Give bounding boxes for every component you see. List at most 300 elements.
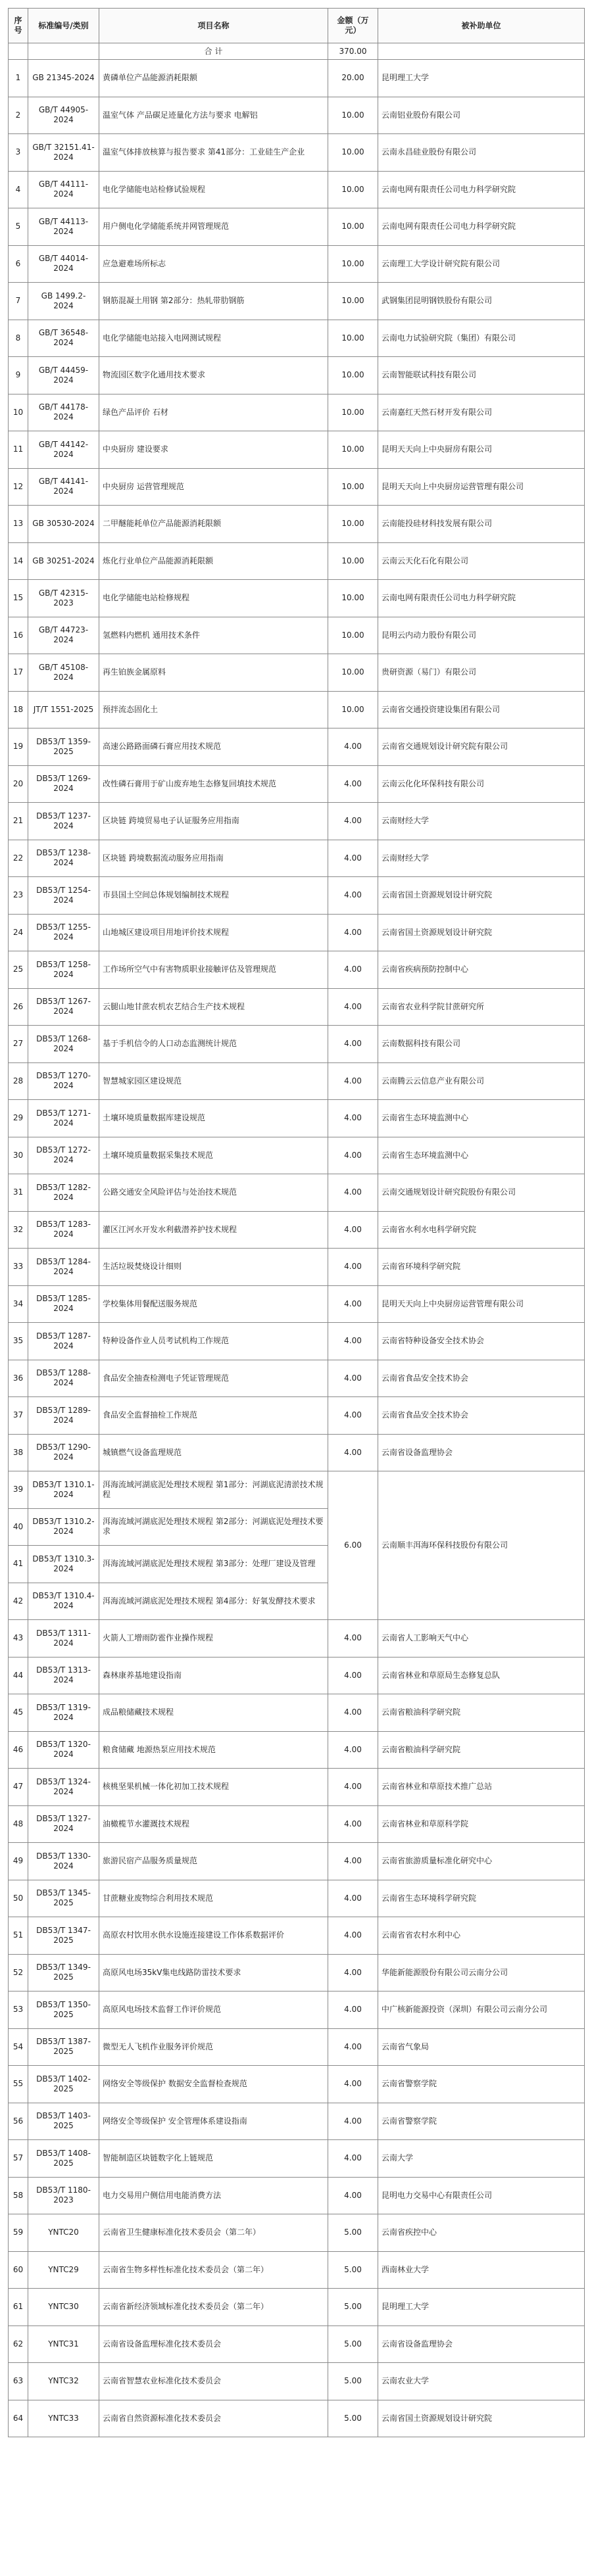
row-code: GB/T 44014-2024 xyxy=(28,245,99,283)
row-amount: 10.00 xyxy=(328,320,378,357)
row-no: 8 xyxy=(9,320,28,357)
row-no: 15 xyxy=(9,580,28,617)
row-amount: 5.00 xyxy=(328,2251,378,2289)
row-unit: 云南省环境科学研究院 xyxy=(378,1249,585,1286)
row-no: 51 xyxy=(9,1917,28,1955)
row-name: 洱海流域河湖底泥处理技术规程 第3部分：处理厂建设及管理 xyxy=(99,1546,328,1583)
row-name: 粮食储藏 地源热泵应用技术规范 xyxy=(99,1731,328,1769)
row-unit: 云南省粮油科学研究院 xyxy=(378,1731,585,1769)
row-amount: 4.00 xyxy=(328,877,378,915)
row-unit: 昆明电力交易中心有限责任公司 xyxy=(378,2177,585,2214)
row-unit: 云南省生态环境监测中心 xyxy=(378,1100,585,1137)
row-name: 网络安全等级保护 安全管理体系建设指南 xyxy=(99,2103,328,2140)
table-row xyxy=(9,2140,585,2178)
row-no: 5 xyxy=(9,208,28,246)
row-amount: 4.00 xyxy=(328,988,378,1026)
table-row xyxy=(9,1954,585,1992)
table-row xyxy=(9,1843,585,1880)
row-unit: 武钢集团昆明钢铁股份有限公司 xyxy=(378,283,585,320)
row-code: GB/T 32151.41-2024 xyxy=(28,134,99,172)
row-no: 16 xyxy=(9,617,28,654)
row-code: GB/T 44178-2024 xyxy=(28,394,99,431)
row-code: GB 1499.2-2024 xyxy=(28,283,99,320)
table-row xyxy=(9,283,585,320)
row-name: 食品安全监督抽检工作规范 xyxy=(99,1397,328,1435)
row-no: 11 xyxy=(9,431,28,469)
row-amount: 10.00 xyxy=(328,283,378,320)
row-amount: 10.00 xyxy=(328,357,378,394)
row-name: 物流园区数字化通用技术要求 xyxy=(99,357,328,394)
row-name: 土壤环境质量数据库建设规范 xyxy=(99,1100,328,1137)
row-no: 48 xyxy=(9,1805,28,1843)
row-code: DB53/T 1289-2024 xyxy=(28,1397,99,1435)
row-code: DB53/T 1268-2024 xyxy=(28,1026,99,1063)
row-name: 食品安全抽查检测电子凭证管理规范 xyxy=(99,1360,328,1397)
row-amount: 10.00 xyxy=(328,97,378,134)
row-unit: 云南财经大学 xyxy=(378,803,585,840)
row-code: DB53/T 1350-2025 xyxy=(28,1992,99,2029)
row-unit: 云南云化化环保科技有限公司 xyxy=(378,765,585,803)
table-row xyxy=(9,1657,585,1694)
table-row xyxy=(9,542,585,580)
row-unit: 云南省特种设备安全技术协会 xyxy=(378,1323,585,1360)
total-label: 合 计 xyxy=(99,43,328,60)
row-no: 30 xyxy=(9,1137,28,1174)
row-no: 22 xyxy=(9,840,28,877)
total-blank-3 xyxy=(378,43,585,60)
row-code: DB53/T 1269-2024 xyxy=(28,765,99,803)
row-no: 32 xyxy=(9,1211,28,1249)
row-code: GB 30251-2024 xyxy=(28,542,99,580)
row-unit: 云南电力试验研究院（集团）有限公司 xyxy=(378,320,585,357)
table-row xyxy=(9,1694,585,1732)
row-unit: 云南交通规划设计研究院股份有限公司 xyxy=(378,1174,585,1212)
row-no: 14 xyxy=(9,542,28,580)
row-code: DB53/T 1284-2024 xyxy=(28,1249,99,1286)
row-code: DB53/T 1258-2024 xyxy=(28,951,99,989)
row-code: GB/T 44459-2024 xyxy=(28,357,99,394)
row-code: DB53/T 1180-2023 xyxy=(28,2177,99,2214)
row-unit: 云南铝业股份有限公司 xyxy=(378,97,585,134)
row-code: GB/T 44141-2024 xyxy=(28,468,99,506)
row-name: 电化学储能电站接入电网测试规程 xyxy=(99,320,328,357)
row-name: 高速公路路面磷石膏应用技术规范 xyxy=(99,728,328,766)
row-no: 9 xyxy=(9,357,28,394)
row-code: DB53/T 1310.1-2024 xyxy=(28,1471,99,1509)
header-name: 项目名称 xyxy=(99,9,328,43)
row-amount: 5.00 xyxy=(328,2400,378,2437)
row-no: 60 xyxy=(9,2251,28,2289)
table-row xyxy=(9,60,585,97)
row-amount: 4.00 xyxy=(328,2103,378,2140)
row-unit: 昆明理工大学 xyxy=(378,60,585,97)
row-name: 二甲醚能耗单位产品能源消耗限额 xyxy=(99,506,328,543)
row-no: 42 xyxy=(9,1583,28,1620)
table-row xyxy=(9,914,585,951)
row-code: GB/T 44723-2024 xyxy=(28,617,99,654)
row-unit: 中广核新能源投资（深圳）有限公司云南分公司 xyxy=(378,1992,585,2029)
row-unit: 昆明天天向上中央厨房运营管理有限公司 xyxy=(378,1285,585,1323)
row-no: 21 xyxy=(9,803,28,840)
row-unit: 云南省旅游质量标准化研究中心 xyxy=(378,1843,585,1880)
row-no: 62 xyxy=(9,2326,28,2363)
total-row xyxy=(9,43,585,60)
row-name: 洱海流域河湖底泥处理技术规程 第1部分：河湖底泥清淤技术规程 xyxy=(99,1471,328,1509)
table-row xyxy=(9,2251,585,2289)
row-code: DB53/T 1311-2024 xyxy=(28,1620,99,1658)
row-no: 13 xyxy=(9,506,28,543)
row-code: DB53/T 1347-2025 xyxy=(28,1917,99,1955)
row-no: 46 xyxy=(9,1731,28,1769)
row-no: 18 xyxy=(9,691,28,728)
row-code: YNTC32 xyxy=(28,2363,99,2400)
row-code: DB53/T 1320-2024 xyxy=(28,1731,99,1769)
header-amount: 金额（万元） xyxy=(328,9,378,43)
row-amount: 10.00 xyxy=(328,394,378,431)
row-unit: 云南云天化石化有限公司 xyxy=(378,542,585,580)
row-no: 36 xyxy=(9,1360,28,1397)
table-row xyxy=(9,2326,585,2363)
row-unit: 云南省交通规划设计研究院有限公司 xyxy=(378,728,585,766)
table-row xyxy=(9,2177,585,2214)
row-no: 33 xyxy=(9,1249,28,1286)
row-amount: 4.00 xyxy=(328,728,378,766)
row-name: 旅游民宿产品服务质量规范 xyxy=(99,1843,328,1880)
table-row xyxy=(9,2028,585,2066)
row-unit: 云南省粮油科学研究院 xyxy=(378,1694,585,1732)
table-row xyxy=(9,320,585,357)
row-name: 学校集体用餐配送服务规范 xyxy=(99,1285,328,1323)
row-no: 57 xyxy=(9,2140,28,2178)
table-row xyxy=(9,691,585,728)
row-code: DB53/T 1359-2025 xyxy=(28,728,99,766)
table-row xyxy=(9,1805,585,1843)
table-row xyxy=(9,208,585,246)
row-unit: 西南林业大学 xyxy=(378,2251,585,2289)
row-amount: 4.00 xyxy=(328,840,378,877)
row-amount: 4.00 xyxy=(328,765,378,803)
row-amount: 10.00 xyxy=(328,654,378,692)
table-row xyxy=(9,1285,585,1323)
row-name: 云南省卫生健康标准化技术委员会（第二年） xyxy=(99,2214,328,2252)
table-row xyxy=(9,1917,585,1955)
row-unit: 云南永昌硅业股份有限公司 xyxy=(378,134,585,172)
row-no: 24 xyxy=(9,914,28,951)
row-amount: 4.00 xyxy=(328,1323,378,1360)
table-row xyxy=(9,1434,585,1471)
row-unit: 云南省人工影响天气中心 xyxy=(378,1620,585,1658)
row-name: 甘蔗糖业废物综合利用技术规范 xyxy=(99,1880,328,1917)
row-no: 38 xyxy=(9,1434,28,1471)
row-unit: 云南财经大学 xyxy=(378,840,585,877)
row-amount: 4.00 xyxy=(328,803,378,840)
row-no: 52 xyxy=(9,1954,28,1992)
row-amount: 5.00 xyxy=(328,2289,378,2326)
table-row xyxy=(9,245,585,283)
row-unit: 云南大学 xyxy=(378,2140,585,2178)
table-row xyxy=(9,1880,585,1917)
row-no: 49 xyxy=(9,1843,28,1880)
row-name: 云腿山地甘蔗农机农艺结合生产技术规程 xyxy=(99,988,328,1026)
row-no: 25 xyxy=(9,951,28,989)
row-name: 洱海流域河湖底泥处理技术规程 第2部分：河湖底泥处理技术要求 xyxy=(99,1508,328,1546)
row-no: 23 xyxy=(9,877,28,915)
row-code: GB/T 36548-2024 xyxy=(28,320,99,357)
row-amount: 10.00 xyxy=(328,171,378,208)
row-unit: 云南省国土资源规划设计研究院 xyxy=(378,877,585,915)
row-unit: 云南省警察学院 xyxy=(378,2103,585,2140)
table-row xyxy=(9,2103,585,2140)
table-row xyxy=(9,431,585,469)
row-unit: 云南省生态环境监测中心 xyxy=(378,1137,585,1174)
row-name: 灌区江河水开发水利截潜养护技术规程 xyxy=(99,1211,328,1249)
table-row xyxy=(9,1731,585,1769)
row-unit: 云南省林业和草原科学院 xyxy=(378,1805,585,1843)
row-no: 40 xyxy=(9,1508,28,1546)
row-name: 高原风电场技术监督工作评价规范 xyxy=(99,1992,328,2029)
row-unit: 昆明云内动力股份有限公司 xyxy=(378,617,585,654)
row-code: DB53/T 1272-2024 xyxy=(28,1137,99,1174)
row-no: 6 xyxy=(9,245,28,283)
row-code: DB53/T 1402-2025 xyxy=(28,2066,99,2103)
table-row xyxy=(9,951,585,989)
row-amount: 4.00 xyxy=(328,1805,378,1843)
row-amount: 4.00 xyxy=(328,1992,378,2029)
row-amount: 4.00 xyxy=(328,1731,378,1769)
row-name: 洱海流域河湖底泥处理技术规程 第4部分：好氧发酵技术要求 xyxy=(99,1583,328,1620)
total-blank-2 xyxy=(28,43,99,60)
table-row xyxy=(9,1992,585,2029)
row-name: 网络安全等级保护 数据安全监督检查规范 xyxy=(99,2066,328,2103)
row-amount: 5.00 xyxy=(328,2326,378,2363)
row-code: GB/T 44113-2024 xyxy=(28,208,99,246)
row-name: 区块链 跨境贸易电子认证服务应用指南 xyxy=(99,803,328,840)
row-no: 44 xyxy=(9,1657,28,1694)
row-name: 市县国土空间总体规划编制技术规程 xyxy=(99,877,328,915)
row-unit: 贵研资源（易门）有限公司 xyxy=(378,654,585,692)
row-amount: 10.00 xyxy=(328,245,378,283)
row-code: DB53/T 1313-2024 xyxy=(28,1657,99,1694)
row-code: DB53/T 1403-2025 xyxy=(28,2103,99,2140)
row-name: 高原农村饮用水供水设施连接建设工作体系数据评价 xyxy=(99,1917,328,1955)
table-row xyxy=(9,1100,585,1137)
row-name: 绿色产品评价 石材 xyxy=(99,394,328,431)
row-amount: 4.00 xyxy=(328,1397,378,1435)
row-code: DB53/T 1255-2024 xyxy=(28,914,99,951)
row-no: 64 xyxy=(9,2400,28,2437)
row-amount: 6.00 xyxy=(328,1471,378,1620)
row-amount: 10.00 xyxy=(328,208,378,246)
table-row xyxy=(9,1211,585,1249)
row-code: DB53/T 1290-2024 xyxy=(28,1434,99,1471)
row-name: 森林康养基地建设指南 xyxy=(99,1657,328,1694)
row-amount: 4.00 xyxy=(328,1100,378,1137)
table-row xyxy=(9,803,585,840)
row-no: 39 xyxy=(9,1471,28,1509)
row-amount: 4.00 xyxy=(328,1657,378,1694)
row-unit: 云南理工大学设计研究院有限公司 xyxy=(378,245,585,283)
row-name: 电化学储能电站检修规程 xyxy=(99,580,328,617)
row-code: YNTC31 xyxy=(28,2326,99,2363)
row-amount: 4.00 xyxy=(328,1249,378,1286)
row-code: DB53/T 1287-2024 xyxy=(28,1323,99,1360)
row-amount: 4.00 xyxy=(328,1880,378,1917)
table-row xyxy=(9,877,585,915)
row-code: GB/T 44142-2024 xyxy=(28,431,99,469)
table-row xyxy=(9,1620,585,1658)
row-name: 云南省生物多样性标准化技术委员会（第二年） xyxy=(99,2251,328,2289)
row-name: 黄磷单位产品能源消耗限额 xyxy=(99,60,328,97)
row-amount: 10.00 xyxy=(328,468,378,506)
row-name: 智能制造区块链数字化上链规范 xyxy=(99,2140,328,2178)
row-unit: 云南省林业和草原局生态修复总队 xyxy=(378,1657,585,1694)
table-row xyxy=(9,2363,585,2400)
row-no: 19 xyxy=(9,728,28,766)
row-no: 12 xyxy=(9,468,28,506)
row-name: 特种设备作业人员考试机构工作规范 xyxy=(99,1323,328,1360)
row-name: 山地城区建设项目用地评价技术规程 xyxy=(99,914,328,951)
row-amount: 4.00 xyxy=(328,2140,378,2178)
row-code: GB/T 44111-2024 xyxy=(28,171,99,208)
table-row xyxy=(9,1249,585,1286)
row-name: 中央厨房 建设要求 xyxy=(99,431,328,469)
row-unit: 华能新能源股份有限公司云南分公司 xyxy=(378,1954,585,1992)
row-amount: 4.00 xyxy=(328,1211,378,1249)
row-unit: 云南电网有限责任公司电力科学研究院 xyxy=(378,171,585,208)
row-amount: 4.00 xyxy=(328,1954,378,1992)
row-no: 17 xyxy=(9,654,28,692)
row-no: 45 xyxy=(9,1694,28,1732)
row-unit: 昆明天天向上中央厨房有限公司 xyxy=(378,431,585,469)
row-unit: 云南省水利水电科学研究院 xyxy=(378,1211,585,1249)
row-amount: 10.00 xyxy=(328,542,378,580)
row-name: 温室气体排放核算与报告要求 第41部分：工业硅生产企业 xyxy=(99,134,328,172)
row-name: 微型无人飞机作业服务评价规范 xyxy=(99,2028,328,2066)
row-code: GB/T 42315-2023 xyxy=(28,580,99,617)
row-unit: 云南省国土资源规划设计研究院 xyxy=(378,914,585,951)
row-amount: 10.00 xyxy=(328,134,378,172)
row-name: 改性磷石膏用于矿山废弃地生态修复回填技术规范 xyxy=(99,765,328,803)
row-no: 3 xyxy=(9,134,28,172)
row-unit: 云南省警察学院 xyxy=(378,2066,585,2103)
table-row xyxy=(9,1471,585,1509)
row-name: 高原风电场35kV集电线路防雷技术要求 xyxy=(99,1954,328,1992)
row-unit: 云南顺丰洱海环保科技股份有限公司 xyxy=(378,1471,585,1620)
row-name: 生活垃圾焚烧设计细则 xyxy=(99,1249,328,1286)
row-amount: 5.00 xyxy=(328,2363,378,2400)
row-no: 61 xyxy=(9,2289,28,2326)
row-no: 4 xyxy=(9,171,28,208)
row-name: 云南省自然资源标准化技术委员会 xyxy=(99,2400,328,2437)
row-unit: 云南省设备监理协会 xyxy=(378,1434,585,1471)
row-code: DB53/T 1310.3-2024 xyxy=(28,1546,99,1583)
row-unit: 云南能投硅材科技发展有限公司 xyxy=(378,506,585,543)
row-amount: 4.00 xyxy=(328,1843,378,1880)
row-unit: 云南省交通投资建设集团有限公司 xyxy=(378,691,585,728)
table-row xyxy=(9,2214,585,2252)
row-code: GB 30530-2024 xyxy=(28,506,99,543)
row-code: DB53/T 1270-2024 xyxy=(28,1062,99,1100)
row-name: 工作场所空气中有害物质职业接触评估及管理规范 xyxy=(99,951,328,989)
row-amount: 4.00 xyxy=(328,1769,378,1806)
row-unit: 云南省食品安全技术协会 xyxy=(378,1360,585,1397)
row-no: 34 xyxy=(9,1285,28,1323)
row-unit: 云南腾云云信息产业有限公司 xyxy=(378,1062,585,1100)
row-amount: 10.00 xyxy=(328,617,378,654)
row-amount: 4.00 xyxy=(328,1137,378,1174)
table-row xyxy=(9,1174,585,1212)
table-row xyxy=(9,728,585,766)
row-amount: 4.00 xyxy=(328,2028,378,2066)
header-no: 序号 xyxy=(9,9,28,43)
row-code: DB53/T 1387-2025 xyxy=(28,2028,99,2066)
row-name: 应急避难场所标志 xyxy=(99,245,328,283)
table-row xyxy=(9,1323,585,1360)
row-unit: 云南智能联试科技有限公司 xyxy=(378,357,585,394)
table-row xyxy=(9,765,585,803)
row-name: 油橄榄节水灌溉技术规程 xyxy=(99,1805,328,1843)
table-row xyxy=(9,654,585,692)
row-no: 58 xyxy=(9,2177,28,2214)
row-amount: 10.00 xyxy=(328,431,378,469)
table-row xyxy=(9,2400,585,2437)
row-amount: 4.00 xyxy=(328,2177,378,2214)
table-row xyxy=(9,506,585,543)
row-name: 用户侧电化学储能系统并网管理规范 xyxy=(99,208,328,246)
row-name: 成品粮储藏技术规程 xyxy=(99,1694,328,1732)
row-no: 53 xyxy=(9,1992,28,2029)
row-amount: 4.00 xyxy=(328,951,378,989)
table-row xyxy=(9,171,585,208)
row-no: 7 xyxy=(9,283,28,320)
row-no: 31 xyxy=(9,1174,28,1212)
row-name: 温室气体 产品碳足迹量化方法与要求 电解铝 xyxy=(99,97,328,134)
row-no: 47 xyxy=(9,1769,28,1806)
subsidy-table xyxy=(8,8,585,2437)
table-row xyxy=(9,1137,585,1174)
row-code: DB53/T 1282-2024 xyxy=(28,1174,99,1212)
row-amount: 4.00 xyxy=(328,1174,378,1212)
row-amount: 4.00 xyxy=(328,1285,378,1323)
row-unit: 云南省省农村水利中心 xyxy=(378,1917,585,1955)
row-amount: 4.00 xyxy=(328,1026,378,1063)
row-amount: 4.00 xyxy=(328,1360,378,1397)
row-unit: 云南省食品安全技术协会 xyxy=(378,1397,585,1435)
row-unit: 云南电网有限责任公司电力科学研究院 xyxy=(378,580,585,617)
table-row xyxy=(9,840,585,877)
table-row xyxy=(9,988,585,1026)
row-name: 智慧城家园区建设规范 xyxy=(99,1062,328,1100)
table-row xyxy=(9,1397,585,1435)
row-code: DB53/T 1310.2-2024 xyxy=(28,1508,99,1546)
row-unit: 云南省疾控中心 xyxy=(378,2214,585,2252)
table-row xyxy=(9,2066,585,2103)
row-name: 云南省新经济领域标准化技术委员会（第二年） xyxy=(99,2289,328,2326)
row-name: 云南省设备监理标准化技术委员会 xyxy=(99,2326,328,2363)
row-no: 2 xyxy=(9,97,28,134)
row-unit: 云南省疾病预防控制中心 xyxy=(378,951,585,989)
row-name: 中央厨房 运营管理规范 xyxy=(99,468,328,506)
row-name: 预拌流态固化土 xyxy=(99,691,328,728)
row-no: 26 xyxy=(9,988,28,1026)
row-code: YNTC30 xyxy=(28,2289,99,2326)
row-no: 59 xyxy=(9,2214,28,2252)
row-amount: 4.00 xyxy=(328,1062,378,1100)
row-code: DB53/T 1327-2024 xyxy=(28,1805,99,1843)
table-row xyxy=(9,1062,585,1100)
row-code: DB53/T 1283-2024 xyxy=(28,1211,99,1249)
total-blank-1 xyxy=(9,43,28,60)
